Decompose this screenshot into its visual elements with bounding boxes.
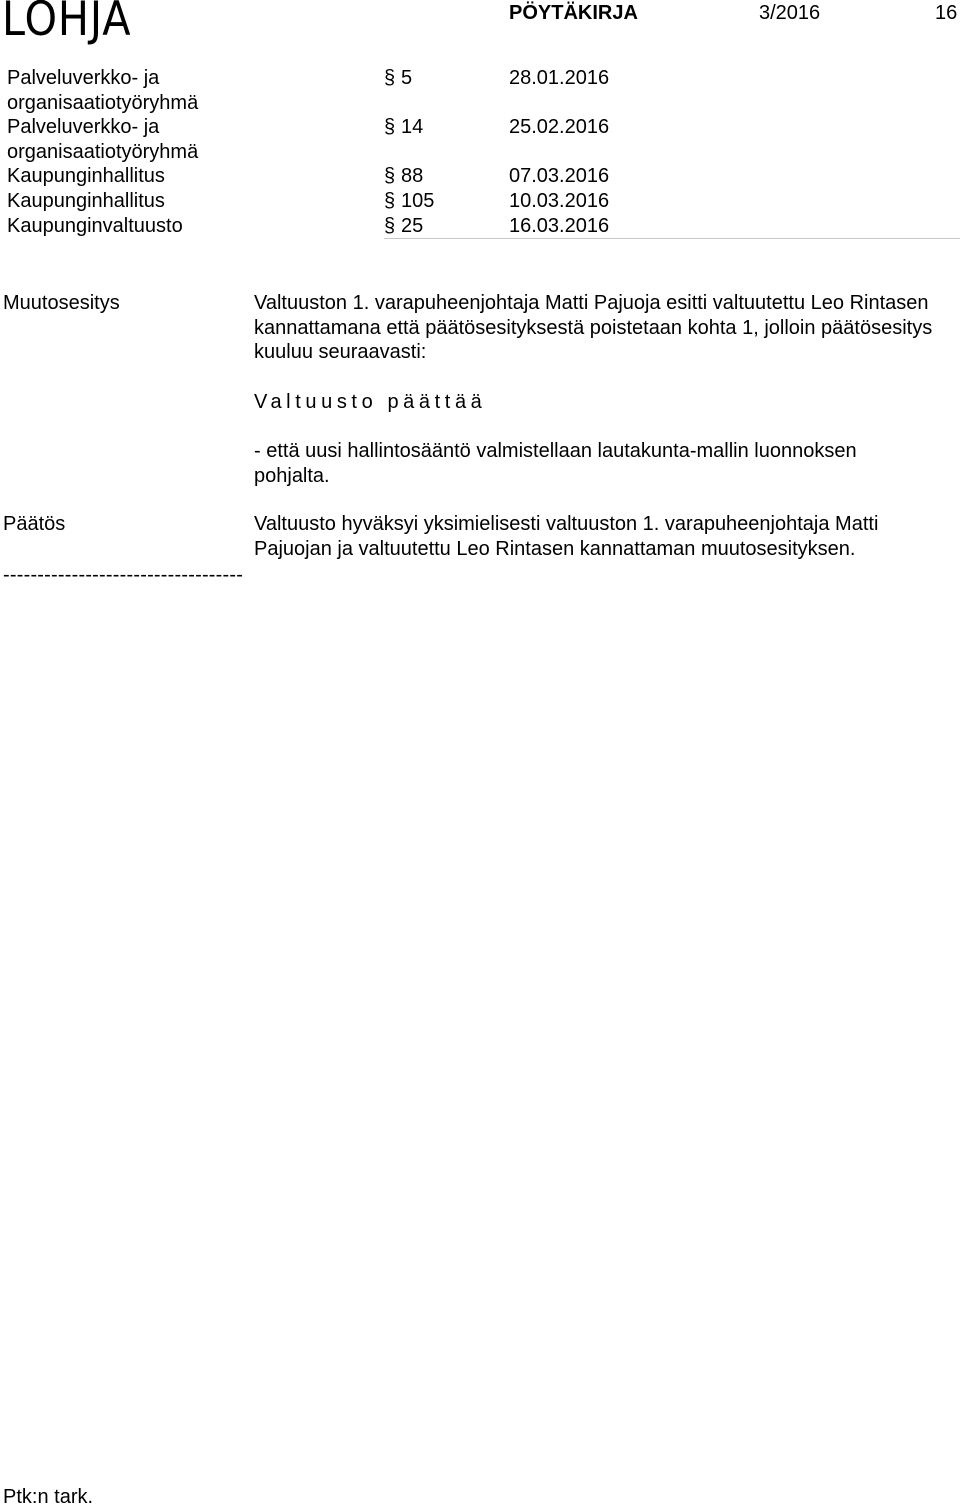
section-sign-icon: §: [384, 116, 396, 139]
resolution-point: - että uusi hallintosääntö valmistellaan lautakunta-mallin luonnoksen pohjalta.: [254, 440, 857, 487]
lohja-logo: LOHJA: [2, 0, 132, 47]
processing-history: [0, 66, 960, 238]
history-section-number: 105: [401, 189, 435, 212]
history-body: Palveluverkko- ja organisaatiotyöryhmä: [7, 116, 199, 163]
section-separator: -----------------------------------: [3, 564, 244, 586]
section-sign-icon: §: [384, 67, 396, 89]
history-date: 16.03.2016: [509, 214, 610, 237]
decision-text: Valtuusto hyväksyi yksimielisesti valtuuston 1. varapuheenjohtaja Matti Pajuojan ja valtuutettu Leo Rintasen kannattaman muutosesityksen.: [254, 513, 879, 560]
history-row: [0, 115, 960, 164]
resolution-heading: Valtuusto päättää: [254, 391, 487, 413]
history-row: [0, 66, 960, 115]
history-row: [0, 164, 960, 189]
section-sign-icon: §: [384, 189, 396, 212]
decision-label: Päätös: [3, 513, 66, 535]
history-body: Kaupunginhallitus: [7, 165, 165, 188]
amendment-label: Muutosesitys: [3, 292, 120, 314]
history-row: [0, 214, 960, 239]
history-section-number: 88: [401, 165, 424, 188]
history-date: 10.03.2016: [509, 189, 610, 212]
document-number: 3/2016: [759, 2, 821, 24]
amendment-text: Valtuuston 1. varapuheenjohtaja Matti Pajuoja esitti valtuutettu Leo Rintasen kannattamana että päätösesityksestä poistetaan kohta 1, jolloin päätösesitys kuuluu seuraavasti:: [254, 292, 933, 364]
history-date: 25.02.2016: [509, 116, 610, 139]
history-date: 07.03.2016: [509, 165, 610, 188]
minutes-checker-label: Ptk:n tark.: [3, 1486, 94, 1508]
history-body: Kaupunginhallitus: [7, 189, 165, 212]
history-body: Palveluverkko- ja organisaatiotyöryhmä: [7, 67, 199, 114]
history-row: [0, 189, 960, 214]
document-type: PÖYTÄKIRJA: [509, 2, 638, 24]
page-number: 16: [935, 2, 958, 24]
history-date: 28.01.2016: [509, 67, 610, 89]
history-section-number: 14: [401, 116, 424, 139]
history-body: Kaupunginvaltuusto: [7, 214, 183, 237]
history-divider: [384, 238, 960, 239]
section-sign-icon: §: [384, 165, 396, 188]
history-section-number: 25: [401, 214, 424, 237]
history-section-number: 5: [401, 67, 413, 89]
section-sign-icon: §: [384, 214, 396, 237]
